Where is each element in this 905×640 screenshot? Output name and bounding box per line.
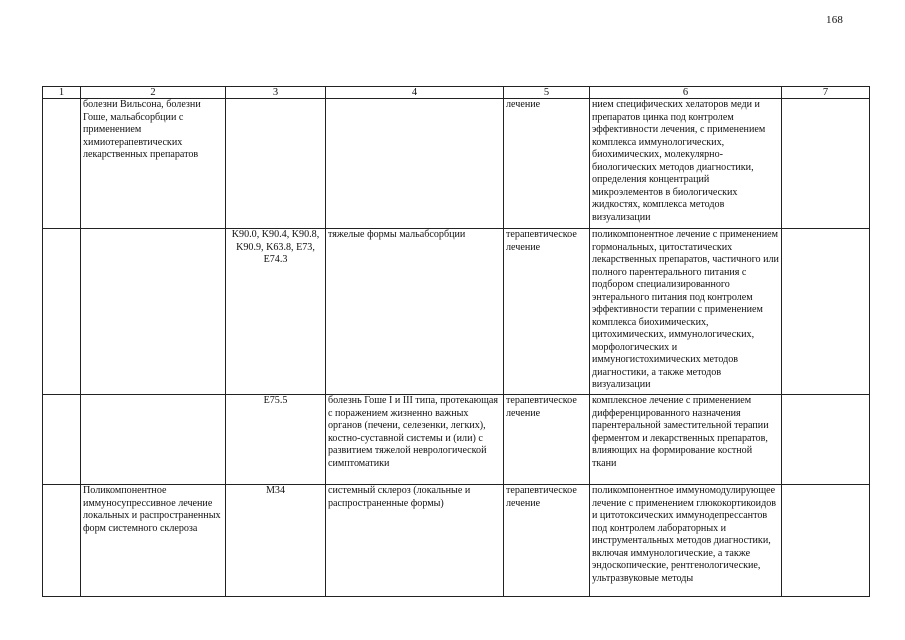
cell-cost [782, 485, 870, 597]
column-header: 7 [782, 87, 870, 99]
cell-cost [782, 395, 870, 485]
table-row [43, 229, 870, 395]
cell-treatment-type: терапевтическое лечение [504, 395, 590, 485]
cell-cost [782, 229, 870, 395]
table-header-row [43, 87, 870, 99]
services-table [42, 86, 870, 597]
table-row [43, 485, 870, 597]
cell-service-name: болезни Вильсона, болезни Гоше, мальабсорбции с применением химиотерапевтических лекарственных препаратов [81, 99, 226, 229]
cell-icd-codes [226, 99, 326, 229]
cell-treatment-method: поликомпонентное лечение с применением гормональных, цитостатических лекарственных препаратов, частичного или полного парентерального питания с подбором специализированного энтерального питания под контролем эффективности терапии с применением комплекса биохимических, цитохимических, иммунологических, морфологических и иммуногистохимических методов диагностики, а также методов визуализации [590, 229, 782, 395]
cell-treatment-type: терапевтическое лечение [504, 485, 590, 597]
cell-treatment-method: нием специфических хелаторов меди и препаратов цинка под контролем эффективности лечения, с применением комплекса иммунологических, биохимических, молекулярно-биологических методов диагностики, определения концентраций микроэлементов в биологических жидкостях, комплекса методов визуализации [590, 99, 782, 229]
cell-icd-codes: K90.0, K90.4, K90.8, K90.9, K63.8, E73, E74.3 [226, 229, 326, 395]
column-header: 3 [226, 87, 326, 99]
cell-number [43, 99, 81, 229]
cell-service-name: Поликомпонентное иммуносупрессивное лечение локальных и распространенных форм системного склероза [81, 485, 226, 597]
cell-icd-codes: E75.5 [226, 395, 326, 485]
cell-patient-model: болезнь Гоше I и III типа, протекающая с поражением жизненно важных органов (печени, селезенки, легких), костно-суставной системы и (или) с развитием тяжелой неврологической симптоматики [326, 395, 504, 485]
cell-patient-model: тяжелые формы мальабсорбции [326, 229, 504, 395]
cell-icd-codes: M34 [226, 485, 326, 597]
column-header: 1 [43, 87, 81, 99]
table-row [43, 395, 870, 485]
column-header: 5 [504, 87, 590, 99]
cell-treatment-type: лечение [504, 99, 590, 229]
cell-treatment-method: комплексное лечение с применением дифференцированного назначения парентеральной заместительной терапии ферментом и лекарственных препаратов, влияющих на формирование костной ткани [590, 395, 782, 485]
cell-number [43, 395, 81, 485]
cell-service-name [81, 395, 226, 485]
column-header: 2 [81, 87, 226, 99]
cell-cost [782, 99, 870, 229]
cell-treatment-method: поликомпонентное иммуномодулирующее лечение с применением глюкокортикоидов и цитотоксических иммунодепрессантов под контролем лабораторных и инструментальных методов диагностики, включая иммунологические, а также эндоскопические, рентгенологические, ультразвуковые методы [590, 485, 782, 597]
cell-patient-model: системный склероз (локальные и распространенные формы) [326, 485, 504, 597]
cell-service-name [81, 229, 226, 395]
page-number: 168 [826, 14, 844, 26]
cell-number [43, 485, 81, 597]
column-header: 6 [590, 87, 782, 99]
cell-treatment-type: терапевтическое лечение [504, 229, 590, 395]
cell-number [43, 229, 81, 395]
cell-patient-model [326, 99, 504, 229]
column-header: 4 [326, 87, 504, 99]
table-row [43, 99, 870, 229]
